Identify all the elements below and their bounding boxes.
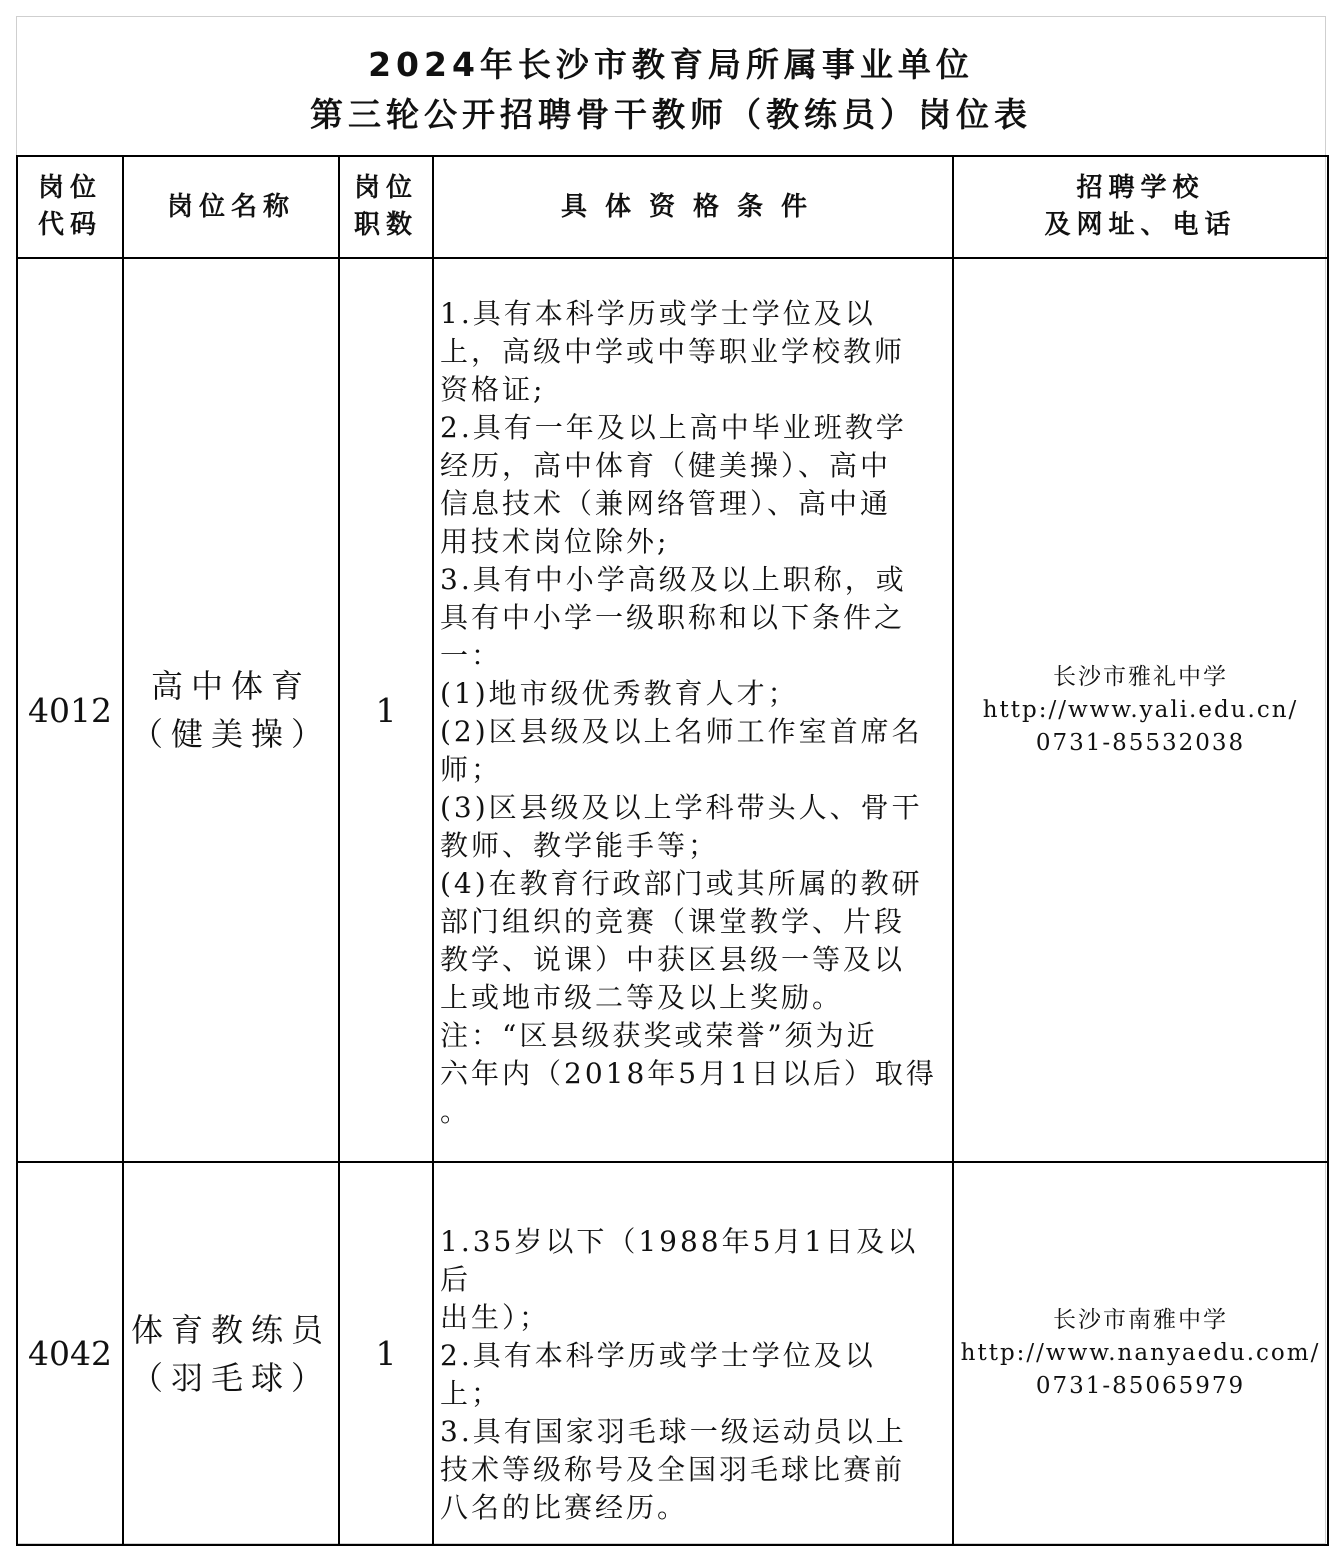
requirement-line: 一： (440, 639, 503, 672)
school-phone: 0731-85065979 (1035, 1373, 1246, 1399)
requirement-line: 3.具有中小学高级及以上职称，或 (440, 563, 907, 596)
school-name: 长沙市南雅中学 (1053, 1307, 1228, 1333)
requirement-line: 部门组织的竞赛（课堂教学、片段 (440, 905, 906, 938)
position-name: 高中体育 （健美操） (123, 258, 339, 1162)
title-line-1: 2024年长沙市教育局所属事业单位 (368, 45, 974, 84)
requirement-line: 具有中小学一级职称和以下条件之 (440, 601, 906, 634)
requirement-line: 八名的比赛经历。 (440, 1491, 689, 1524)
position-code: 4012 (17, 258, 123, 1162)
requirements-cell (433, 1162, 953, 1545)
requirement-line: 3.具有国家羽毛球一级运动员以上 (440, 1415, 907, 1448)
requirement-line: 经历，高中体育（健美操）、高中 (440, 449, 892, 482)
requirement-line: 注：“区县级获奖或荣誉”须为近 (440, 1019, 878, 1052)
requirement-line: 用技术岗位除外; (440, 525, 670, 558)
requirement-line: 信息技术（兼网络管理）、高中通 (440, 487, 892, 520)
requirement-line: (2)区县级及以上名师工作室首席名 (440, 715, 923, 748)
requirement-line: 1.35岁以下（1988年5月1日及以后 (440, 1225, 919, 1296)
document-title (16, 40, 1326, 140)
requirement-line: (1)地市级优秀教育人才； (440, 677, 799, 710)
requirement-line: 上； (440, 1377, 503, 1410)
school-cell (953, 258, 1328, 1162)
header-requirements: 具体资格条件 (433, 156, 953, 258)
requirement-line: 。 (440, 1095, 472, 1128)
requirement-line: (3)区县级及以上学科带头人、骨干 (440, 791, 923, 824)
header-position-code: 岗位 代码 (17, 156, 123, 258)
title-line-2: 第三轮公开招聘骨干教师（教练员）岗位表 (310, 95, 1032, 134)
requirement-line: 资格证; (440, 373, 546, 406)
header-position-count: 岗位 职数 (339, 156, 433, 258)
header-position-name: 岗位名称 (123, 156, 339, 258)
position-count: 1 (339, 1162, 433, 1545)
position-count: 1 (339, 258, 433, 1162)
requirement-line: 出生）； (440, 1301, 551, 1334)
requirements-list (440, 1163, 946, 1527)
table-row (17, 258, 1328, 1162)
header-school: 招聘学校 及网址、电话 (953, 156, 1328, 258)
requirement-line: 教师、教学能手等； (440, 829, 720, 862)
header-row (17, 156, 1328, 258)
requirements-list (440, 259, 946, 1131)
requirement-line: 上或地市级二等及以上奖励。 (440, 981, 844, 1014)
requirement-line: 技术等级称号及全国羽毛球比赛前 (440, 1453, 906, 1486)
position-name: 体育教练员 （羽毛球） (123, 1162, 339, 1545)
requirement-line: 1.具有本科学历或学士学位及以 (440, 297, 876, 330)
requirement-line: 2.具有本科学历或学士学位及以 (440, 1339, 876, 1372)
school-url[interactable]: http://www.yali.edu.cn/ (982, 696, 1299, 723)
requirements-cell (433, 258, 953, 1162)
requirement-line: 六年内（2018年5月1日以后）取得 (440, 1057, 937, 1090)
school-cell (953, 1162, 1328, 1545)
requirement-line: 师； (440, 753, 503, 786)
school-name: 长沙市雅礼中学 (1053, 663, 1228, 690)
positions-table (16, 155, 1329, 1546)
position-code: 4042 (17, 1162, 123, 1545)
requirement-line: 上，高级中学或中等职业学校教师 (440, 335, 906, 368)
table-row (17, 1162, 1328, 1545)
requirement-line: 2.具有一年及以上高中毕业班教学 (440, 411, 907, 444)
school-url[interactable]: http://www.nanyaedu.com/ (960, 1340, 1321, 1366)
requirement-line: (4)在教育行政部门或其所属的教研 (440, 867, 923, 900)
school-phone: 0731-85532038 (1035, 729, 1246, 756)
requirement-line: 教学、说课）中获区县级一等及以 (440, 943, 906, 976)
